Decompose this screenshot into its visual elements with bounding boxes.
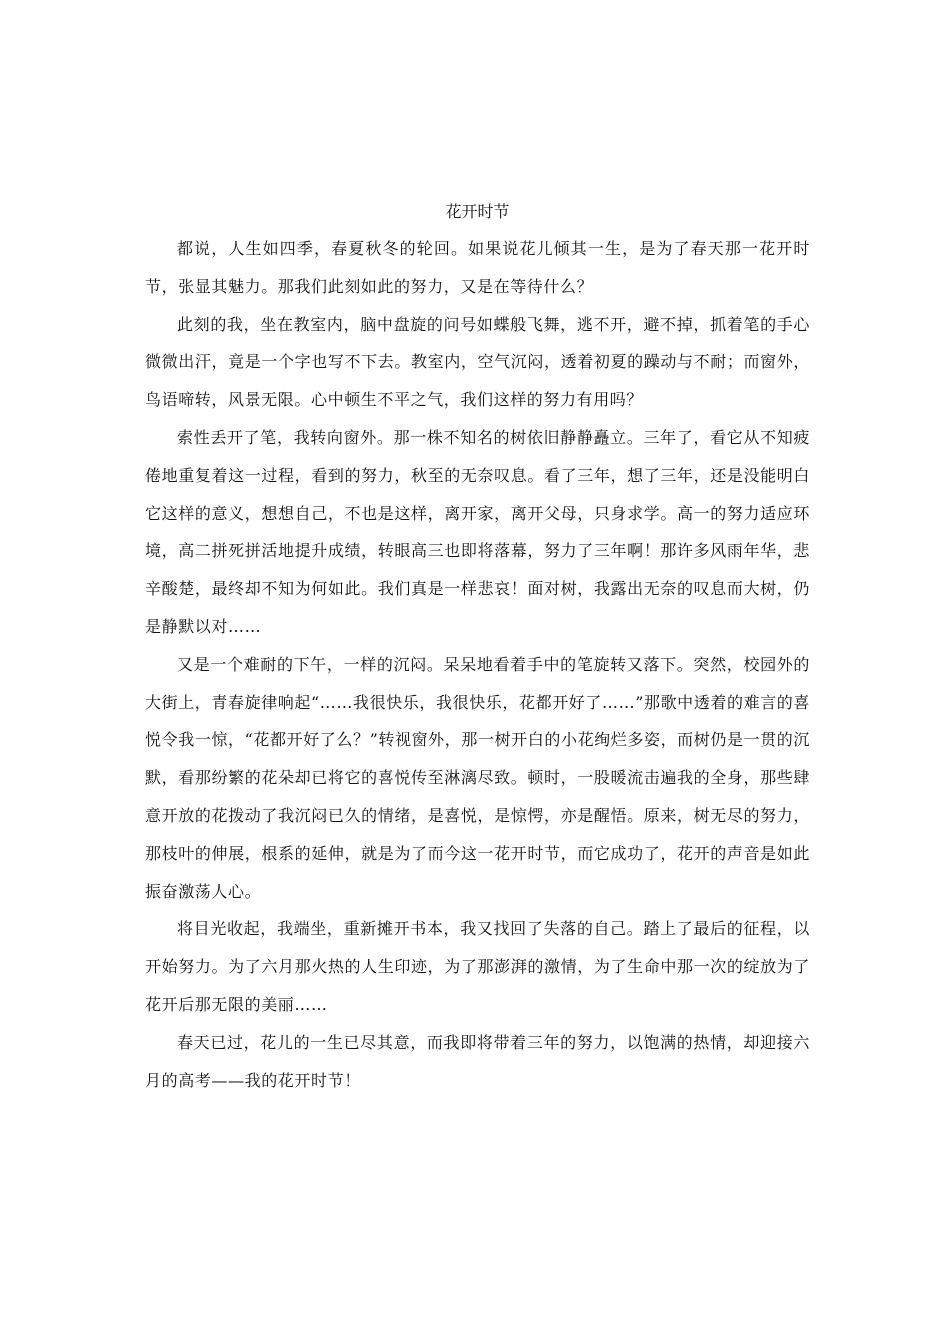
document-page — [145, 198, 810, 1099]
paragraph-6: 春天已过，花儿的一生已尽其意，而我即将带着三年的努力，以饱满的热情，却迎接六月的高考——我的花开时节！ — [145, 1032, 810, 1090]
paragraph-5: 将目光收起，我端坐，重新摊开书本，我又找回了失落的自己。踏上了最后的征程，以开始努力。为了六月那火热的人生印迹，为了那澎湃的激情，为了生命中那一次的绽放为了花开后那无限的美丽…… — [145, 919, 810, 1014]
paragraph-4: 又是一个难耐的下午，一样的沉闷。呆呆地看着手中的笔旋转又落下。突然，校园外的大街上，青春旋律响起“……我很快乐，我很快乐，花都开好了……”那歌中透着的难言的喜悦令我一惊，“花都开好了么？”转视窗外，那一树开白的小花绚烂多姿，而树仍是一贯的沉默，看那纷繁的花朵却已将它的喜悦传至淋漓尽致。顿时，一股暖流击遍我的全身，那些肆意开放的花拨动了我沉闷已久的情绪，是喜悦，是惊愕，亦是醒悟。原来，树无尽的努力，那枝叶的伸展，根系的延伸，就是为了而今这一花开时节，而它成功了，花开的声音是如此振奋激荡人心。 — [145, 654, 810, 901]
paragraph-2: 此刻的我，坐在教室内，脑中盘旋的问号如蝶般飞舞，逃不开，避不掉，抓着笔的手心微微出汗，竟是一个字也写不下去。教室内，空气沉闷，透着初夏的躁动与不耐；而窗外，鸟语啼转，风景无限。心中顿生不平之气，我们这样的努力有用吗？ — [145, 314, 810, 410]
essay-title: 花开时节 — [445, 202, 510, 221]
paragraph-1: 都说，人生如四季，春夏秋冬的轮回。如果说花儿倾其一生，是为了春天那一花开时节，张显其魅力。那我们此刻如此的努力，又是在等待什么？ — [145, 239, 810, 296]
paragraph-3: 索性丢开了笔，我转向窗外。那一株不知名的树依旧静静矗立。三年了，看它从不知疲倦地重复着这一过程，看到的努力，秋至的无奈叹息。看了三年，想了三年，还是没能明白它这样的意义，想想自己，不也是这样，离开家，离开父母，只身求学。高一的努力适应环境，高二拼死拼活地提升成绩，转眼高三也即将落幕，努力了三年啊！那许多风雨年华，悲辛酸楚，最终却不知为何如此。我们真是一样悲哀！面对树，我露出无奈的叹息而大树，仍是静默以对…… — [145, 427, 810, 636]
